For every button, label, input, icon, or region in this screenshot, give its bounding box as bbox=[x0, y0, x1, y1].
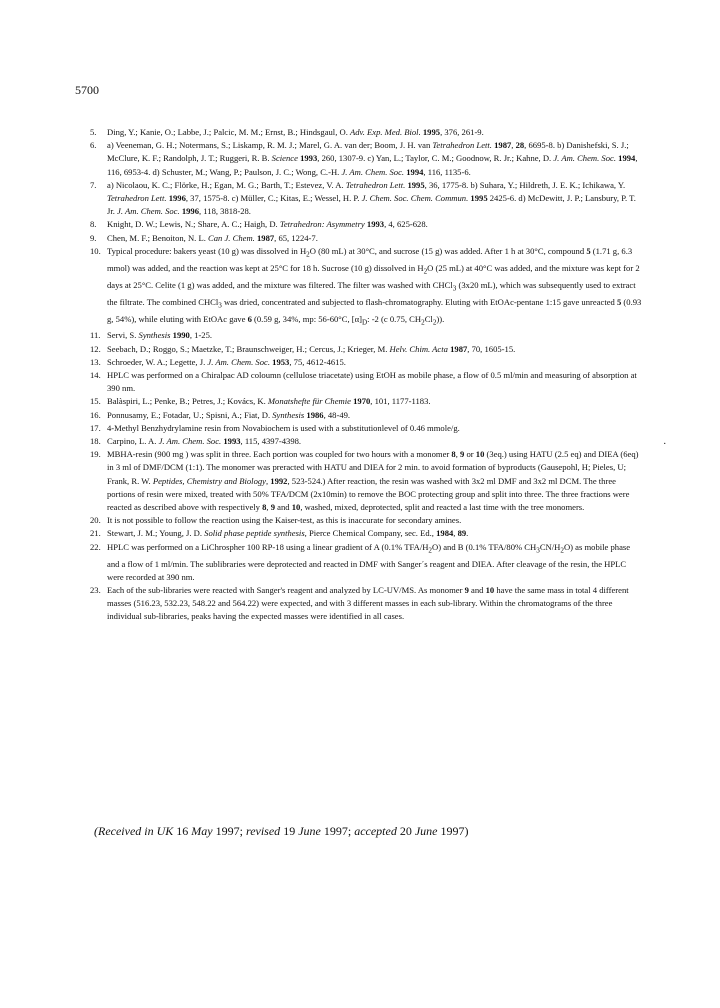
reference-number: 8. bbox=[90, 219, 97, 230]
reference-number: 17. bbox=[90, 422, 101, 433]
reference-item bbox=[90, 514, 642, 527]
received-dates: (Received in UK 16 May 1997; revised 19 June 1997; accepted 20 June 1997) bbox=[94, 824, 469, 838]
reference-item bbox=[90, 369, 642, 395]
reference-item bbox=[90, 435, 666, 448]
reference-item bbox=[90, 245, 642, 330]
reference-number: 12. bbox=[90, 343, 101, 354]
reference-item bbox=[90, 232, 642, 245]
reference-number: 19. bbox=[90, 449, 101, 460]
reference-number: 11. bbox=[90, 330, 101, 341]
reference-item bbox=[90, 584, 642, 624]
reference-number: 5. bbox=[90, 127, 97, 137]
reference-item bbox=[90, 448, 642, 514]
reference-number: 10. bbox=[90, 245, 101, 256]
stray-mark: . bbox=[663, 436, 666, 448]
reference-text: a) Veeneman, G. H.; Notermans, S.; Liskamp, R. M. J.; Marel, G. A. van der; Boom, J. H. van Tetrahedron Lett. 1987, 28, 6695-8. b) Danishefski, S. J.; McClure, K. F.; Randolph, J. T.; Ruggeri, R. B. Science 1993, 260, 1307-9. c) Yan, L.; Taylor, C. M.; Goodnow, R. Jr.; Kahne, D. J. Am. Chem. Soc. 1994, 116, 6953-4. d) Schuster, M.; Wang, P.; Paulson, J. C.; Wong, C.-H. J. Am. Chem. Soc. 1994, 116, 1135-6. bbox=[107, 140, 638, 177]
reference-number: 9. bbox=[90, 232, 97, 243]
reference-number: 7. bbox=[90, 179, 97, 190]
page-number: 5700 bbox=[75, 83, 99, 97]
reference-item bbox=[90, 356, 642, 369]
reference-item bbox=[90, 126, 642, 139]
reference-text: Ponnusamy, E.; Fotadar, U.; Spisni, A.; Fiat, D. Synthesis 1986, 48-49. bbox=[107, 409, 351, 420]
reference-number: 21. bbox=[90, 528, 101, 539]
reference-text: Servi, S. Synthesis 1990, 1-25. bbox=[107, 330, 213, 341]
reference-text: Typical procedure: bakers yeast (10 g) was dissolved in $H_2O$ (80 mL) at 30°C, and sucrose (15 g) was added. After 1 h at 30°C, compound 5 (1.71 g, 6.3 mmol) was added, and the reaction was kept at 25°C for 18 h. Sucrose (10 g) dissolved in $H_2O$ (25 mL) at 40°C was added, and the mixture was kept for 2 days at 25°C. Celite (1 g) was added, and the mixture was filtered. The filter was washed with CHCl$_3$ (3x20 mL), which was subsequently used to extract the filtrate. The combined CHCl$_3$ was dried, concentrated and subjected to flash-chromatography. Eluting with EtOAc-pentane 1:15 gave unreacted 5 (0.93 g, 54%), while eluting with EtOAc gave 6 (0.59 g, 34%, mp: 56-60°C, $[\alpha]_D$: -2 (c 0.75, $CH_2Cl_2$)). bbox=[107, 245, 642, 327]
reference-number: 6. bbox=[90, 140, 97, 151]
reference-text: Chen, M. F.; Benoiton, N. L. Can J. Chem. 1987, 65, 1224-7. bbox=[107, 232, 318, 243]
reference-number: 23. bbox=[90, 585, 101, 596]
reference-text: a) Nicolaou, K. C.; Flörke, H.; Egan, M. G.; Barth, T.; Estevez, V. A. Tetrahedron Lett. 1995, 36, 1775-8. b) Suhara, Y.; Hildreth, J. E. K.; Ichikawa, Y. Tetrahedron Lett. 1996, 37, 1575-8. c) Müller, C.; Kitas, E.; Wessel, H. P. J. Chem. Soc. Chem. Commun. 1995 2425-6. d) McDewitt, J. P.; Lansbury, P. T. Jr. J. Am. Chem. Soc. 1996, 118, 3818-28. bbox=[107, 179, 636, 217]
reference-item bbox=[90, 395, 642, 408]
reference-text: Knight, D. W.; Lewis, N.; Share, A. C.; Haigh, D. Tetrahedron: Asymmetry 1993, 4, 625-628. bbox=[107, 219, 428, 230]
reference-number: 18. bbox=[90, 436, 101, 447]
reference-text: Ding, Y.; Kanie, O.; Labbe, J.; Palcic, M. M.; Ernst, B.; Hindsgaul, O. Adv. Exp. Med. Biol. 1995, 376, 261-9. bbox=[107, 127, 484, 137]
reference-number: 22. bbox=[90, 541, 101, 552]
reference-text: It is not possible to follow the reaction using the Kaiser-test, as this is inaccurate for secondary amines. bbox=[107, 515, 462, 526]
reference-number: 20. bbox=[90, 515, 101, 526]
reference-text: Carpino, L. A. J. Am. Chem. Soc. 1993, 115, 4397-4398. bbox=[107, 436, 302, 447]
reference-number: 13. bbox=[90, 356, 101, 367]
reference-item bbox=[90, 409, 642, 422]
reference-text: MBHA-resin (900 mg ) was split in three. Each portion was coupled for two hours with a monomer 8, 9 or 10 (3eq.) using HATU (2.5 eq) and DIEA (6eq) in 3 ml of DMF/DCM (1:1). The monomer was preracted with HATU and DIEA for 2 min. to avoid formation of byproducts (Gausepohl, H; Pieles, U; Frank, R. W. Peptides, Chemistry and Biology, 1992, 523-524.) After reaction, the resin was washed with 3x2 ml DMF and 3x2 ml DCM. The three portions of resin were mixed, treated with 50% TFA/DCM (2x10min) to remove the BOC protecting group and split into three. The three fractions were reacted as described above with respectively 8, 9 and 10, washed, mixed, deprotected, split and reacted a last time with the tree monomers. bbox=[107, 449, 639, 513]
reference-item bbox=[90, 422, 642, 435]
reference-number: 16. bbox=[90, 409, 101, 420]
reference-text: HPLC was performed on a LiChrospher 100 RP-18 using a linear gradient of A (0.1% TFA/$H_2O$) and B (0.1% TFA/80% $CH_3CN/H_2O$) as mobile phase and a flow of 1 ml/min. The sublibraries were deprotected and reacted in DMF with Sanger´s reagent and DIEA. After cleavage of the resin, the HPLC were recorded at 390 nm. bbox=[107, 541, 631, 582]
reference-text: HPLC was performed on a Chiralpac AD coloumn (cellulose triacetate) using EtOH as mobile phase, a flow of 0.5 ml/min and measuring of absorption at 390 nm. bbox=[107, 370, 637, 394]
reference-text: Balàspiri, L.; Penke, B.; Petres, J.; Kovács, K. Monatshefte für Chemie 1970, 101, 1177-1183. bbox=[107, 396, 431, 407]
reference-text: Stewart, J. M.; Young, J. D. Solid phase peptide synthesis, Pierce Chemical Company, sec. Ed., 1984, 89. bbox=[107, 528, 469, 539]
reference-text: 4-Methyl Benzhydrylamine resin from Novabiochem is used with a substitutionlevel of 0.46 mmole/g. bbox=[107, 422, 460, 433]
reference-item bbox=[90, 527, 642, 540]
references-list bbox=[90, 126, 666, 624]
reference-item bbox=[90, 343, 642, 356]
reference-item bbox=[90, 139, 642, 179]
reference-text: Schroeder, W. A.; Legette, J. J. Am. Chem. Soc. 1953, 75, 4612-4615. bbox=[107, 356, 346, 367]
reference-number: 14. bbox=[90, 370, 101, 381]
reference-number: 15. bbox=[90, 396, 101, 407]
reference-text: Seebach, D.; Roggo, S.; Maetzke, T.; Braunschweiger, H.; Cercus, J.; Krieger, M. Helv. Chim. Acta 1987, 70, 1605-15. bbox=[107, 343, 516, 354]
reference-item bbox=[90, 541, 642, 584]
reference-text: Each of the sub-libraries were reacted with Sanger's reagent and analyzed by LC-UV/MS. As monomer 9 and 10 have the same mass in total 4 different masses (516.23, 532.23, 548.22 and 564.22) were expected, and with 3 different masses in each sub-library. Within the chromatograms of the three individual sub-libraries, peaks having the expected masses were identified in all cases. bbox=[107, 585, 629, 622]
reference-item bbox=[90, 218, 642, 231]
reference-item bbox=[90, 329, 642, 342]
reference-item bbox=[90, 179, 642, 219]
